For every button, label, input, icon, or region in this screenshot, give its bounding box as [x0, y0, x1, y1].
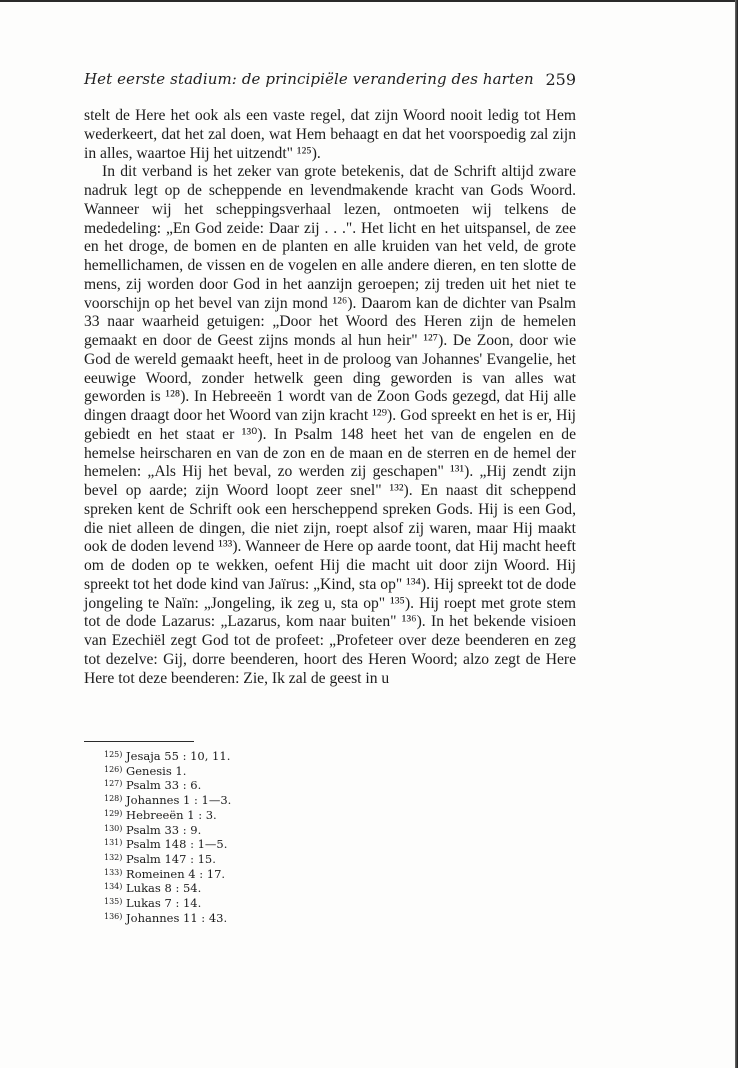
footnote-text: Romeinen 4 : 17.: [126, 866, 226, 881]
footnote-item: [104, 853, 404, 868]
footnote-text: Jesaja 55 : 10, 11.: [126, 749, 231, 763]
footnote-item: [104, 897, 404, 912]
footnote-item: [104, 779, 404, 794]
footnote-number: 131): [104, 838, 123, 848]
footnote-number: 133): [104, 867, 123, 877]
footnote-item: [104, 912, 404, 927]
body-text: [84, 107, 576, 688]
footnote-text: Psalm 148 : 1—5.: [126, 837, 228, 852]
footnote-text: Johannes 1 : 1—3.: [126, 793, 232, 808]
footnote-number: 135): [104, 897, 123, 907]
footnote-text: Lukas 7 : 14.: [126, 896, 202, 911]
footnote-number: 136): [104, 911, 123, 921]
footnote-item: [104, 882, 404, 897]
running-head: Het eerste stadium: de principiële verandering des harten: [84, 70, 534, 88]
footnote-number: 134): [104, 882, 123, 892]
footnote-item: [104, 809, 404, 824]
footnote-item: [104, 794, 404, 809]
footnote-item: [104, 750, 404, 765]
footnote-text: Hebreeën 1 : 3.: [126, 807, 217, 822]
footnote-text: Psalm 33 : 6.: [126, 778, 202, 793]
footnote-number: 127): [104, 779, 123, 789]
footnote-item: [104, 824, 404, 839]
footnote-text: Johannes 11 : 43.: [126, 910, 228, 925]
footnote-number: 126): [104, 764, 123, 774]
page-top-edge: [0, 0, 738, 2]
footnote-text: Psalm 33 : 9.: [126, 822, 202, 837]
footnote-separator: [84, 741, 194, 742]
footnote-number: 132): [104, 852, 123, 862]
footnote-text: Genesis 1.: [126, 763, 187, 778]
page-number: 259: [545, 70, 576, 89]
footnote-text: Psalm 147 : 15.: [126, 851, 216, 866]
footnote-number: 129): [104, 808, 123, 818]
footnote-item: [104, 838, 404, 853]
paragraph-continued: stelt de Here het ook als een vaste regel, dat zijn Woord nooit ledig tot Hem wederkeert, dat het zal doen, wat Hem behaagt en dat het voorspoedig zal zijn in alles, waartoe Hij het uitzendt" ¹²⁵).: [84, 107, 576, 162]
footnote-item: [104, 868, 404, 883]
footnote-number: 125): [104, 750, 123, 759]
footnote-number: 130): [104, 823, 123, 833]
footnote-number: 128): [104, 794, 123, 804]
paragraph-main: In dit verband is het zeker van grote betekenis, dat de Schrift altijd zware nadruk legt op de scheppende en levendmakende kracht van Gods Woord. Wanneer wij het scheppingsverhaal lezen, ontmoeten wij telkens de mededeling: „En God zeide: Daar zij . . .". Het licht en het uitspansel, de zee en het droge, de bomen en de planten en alle kruiden van het veld, de grote hemellichamen, de vissen en de vogelen en alle andere dieren, en ten slotte de mens, zij worden door God in het aanzijn geroepen; zij treden uit het niet te voorschijn op het bevel van zijn mond ¹²⁶). Daarom kan de dichter van Psalm 33 naar waarheid getuigen: „Door het Woord des Heren zijn de hemelen gemaakt en door de Geest zijns monds al hun heir" ¹²⁷). De Zoon, door wie God de wereld gemaakt heeft, heet in de proloog van Johannes' Evangelie, het eeuwige Woord, zonder hetwelk geen ding geworden is van alles wat geworden is ¹²⁸). In Hebreeën 1 wordt van de Zoon Gods gezegd, dat Hij alle dingen draagt door het Woord van zijn kracht ¹²⁹). God spreekt en het is er, Hij gebiedt en het staat er ¹³⁰). In Psalm 148 heet het van de engelen en de hemelse heirscharen en van de zon en de maan en de sterren en de hemel der hemelen: „Als Hij het beval, zo werden zij geschapen" ¹³¹). „Hij zendt zijn bevel op aarde; zijn Woord loopt zeer snel" ¹³²). En naast dit scheppend spreken kent de Schrift ook een herscheppend spreken Gods. Hij is een God, die niet alleen de dingen, die niet zijn, roept alsof zij waren, maar Hij maakt ook de doden levend ¹³³). Wanneer de Here op aarde toont, dat Hij macht heeft om de doden op te wekken, oefent Hij die macht uit door zijn Woord. Hij spreekt tot het dode kind van Jaïrus: „Kind, sta op" ¹³⁴). Hij spreekt tot de dode jongeling te Naïn: „Jongeling, ik zeg u, sta op" ¹³⁵). Hij roept met grote stem tot de dode Lazarus: „Lazarus, kom naar buiten" ¹³⁶). In het bekende visioen van Ezechiël zegt God tot de profeet: „Profeteer over deze beenderen en zeg tot dezelve: Gij, dorre beenderen, hoort des Heren Woord; alzo zegt de Here Here tot deze beenderen: Zie, Ik zal de geest in u: [84, 163, 576, 687]
page-header: [84, 70, 576, 94]
footnote-text: Lukas 8 : 54.: [126, 881, 202, 896]
footnotes: [104, 750, 404, 926]
footnote-item: [104, 765, 404, 780]
